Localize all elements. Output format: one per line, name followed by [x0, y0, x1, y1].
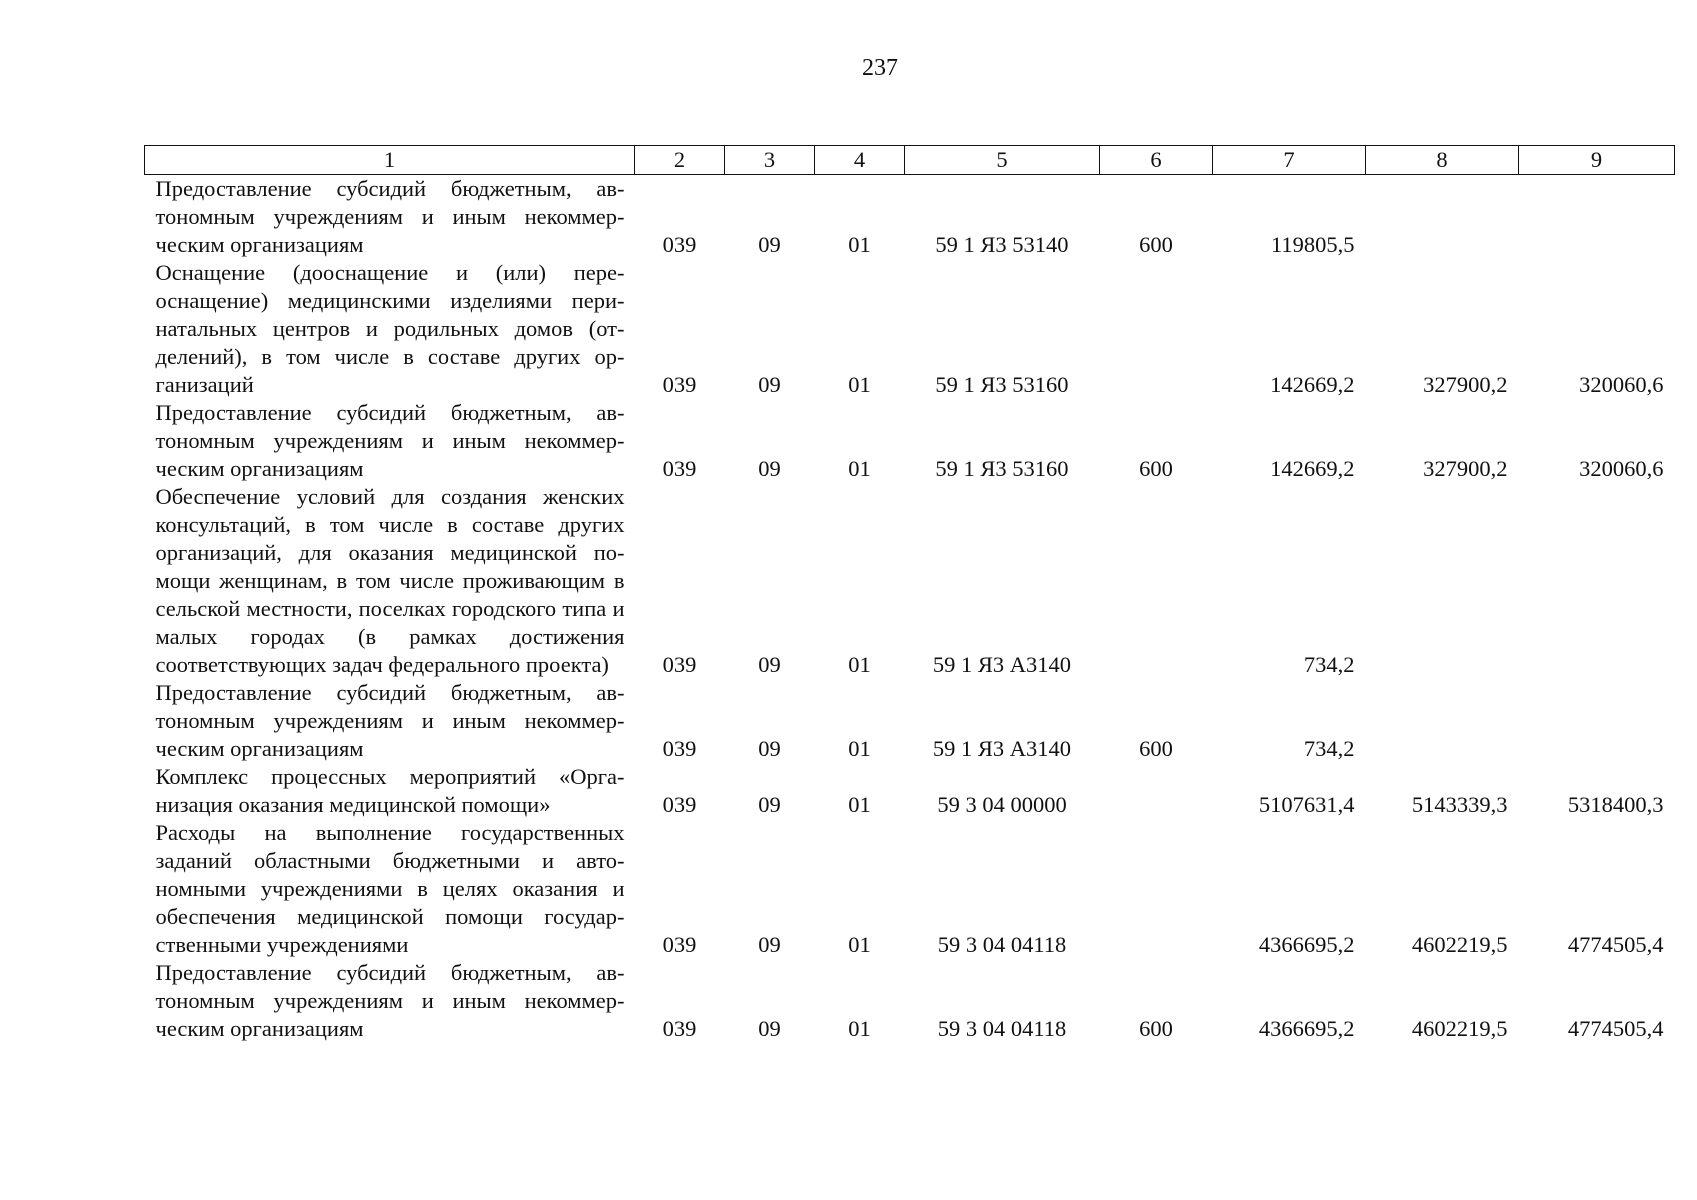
table-header — [145, 146, 1675, 175]
row-sum-2 — [1366, 483, 1519, 679]
row-subsection-code: 01 — [848, 792, 871, 817]
row-expense-type: 600 — [1139, 736, 1173, 761]
row-admin-code: 039 — [662, 372, 697, 397]
row-description: Предоставление субсидий бюджетным, автономным учреждениям и иным некоммерческим организациям — [155, 400, 625, 481]
row-description: Предоставление субсидий бюджетным, автономным учреждениям и иным некоммерческим организациям — [155, 176, 625, 257]
row-description: Предоставление субсидий бюджетным, автономным учреждениям и иным некоммерческим организациям — [155, 680, 625, 761]
row-admin-code: 039 — [662, 232, 697, 257]
row-sum-3: 4774505,4 — [1567, 932, 1664, 957]
header-col-2: 2 — [635, 146, 725, 175]
row-sum-1: 4366695,2 — [1258, 932, 1355, 957]
row-expense-type — [1100, 763, 1213, 819]
row-section-code: 09 — [758, 456, 781, 481]
table-row — [145, 763, 1675, 819]
row-target-code: 59 3 04 04118 — [937, 932, 1067, 957]
header-col-4: 4 — [815, 146, 905, 175]
row-sum-2: 5143339,3 — [1411, 792, 1508, 817]
row-sum-2 — [1366, 175, 1519, 260]
row-section-code: 09 — [758, 652, 781, 677]
row-admin-code: 039 — [662, 932, 697, 957]
row-sum-1: 142669,2 — [1270, 456, 1355, 481]
row-admin-code: 039 — [662, 792, 697, 817]
row-description: Предоставление субсидий бюджетным, автономным учреждениям и иным некоммерческим организациям — [155, 960, 625, 1041]
row-subsection-code: 01 — [848, 1016, 871, 1041]
table-row — [145, 483, 1675, 679]
table-row — [145, 819, 1675, 959]
row-sum-2: 327900,2 — [1423, 456, 1508, 481]
row-description: Оснащение (дооснащение и (или) переоснащение) медицинскими изделиями перинатальных центров и родильных домов (отделений), в том числе в составе других организаций — [155, 260, 625, 397]
row-sum-3 — [1519, 483, 1675, 679]
row-sum-3: 5318400,3 — [1567, 792, 1664, 817]
row-admin-code: 039 — [662, 652, 697, 677]
row-description: Комплекс процессных мероприятий «Организация оказания медицинской помощи» — [155, 764, 625, 817]
row-expense-type: 600 — [1139, 456, 1173, 481]
row-sum-2: 4602219,5 — [1411, 932, 1508, 957]
row-admin-code: 039 — [662, 456, 697, 481]
row-target-code: 59 1 Я3 53140 — [935, 232, 1069, 257]
table-row — [145, 959, 1675, 1043]
header-col-7: 7 — [1213, 146, 1366, 175]
row-sum-3 — [1519, 679, 1675, 763]
header-col-3: 3 — [725, 146, 815, 175]
row-expense-type — [1100, 819, 1213, 959]
table-row — [145, 679, 1675, 763]
row-target-code: 59 1 Я3 А3140 — [932, 652, 1072, 677]
row-subsection-code: 01 — [848, 456, 871, 481]
row-section-code: 09 — [758, 232, 781, 257]
row-sum-1: 119805,5 — [1270, 232, 1355, 257]
row-admin-code: 039 — [662, 1016, 697, 1041]
row-target-code: 59 3 04 04118 — [937, 1016, 1067, 1041]
row-section-code: 09 — [758, 792, 781, 817]
row-expense-type: 600 — [1139, 1016, 1173, 1041]
row-expense-type — [1100, 259, 1213, 399]
table-row — [145, 259, 1675, 399]
header-col-1: 1 — [145, 146, 635, 175]
row-target-code: 59 1 Я3 53160 — [935, 372, 1069, 397]
row-target-code: 59 1 Я3 53160 — [935, 456, 1069, 481]
header-col-5: 5 — [905, 146, 1100, 175]
header-col-9: 9 — [1519, 146, 1675, 175]
row-sum-3: 320060,6 — [1579, 456, 1664, 481]
row-sum-3: 4774505,4 — [1567, 1016, 1664, 1041]
row-sum-3: 320060,6 — [1579, 372, 1664, 397]
row-description: Расходы на выполнение государственных заданий областными бюджетными и автономными учреждениями в целях оказания и обеспечения медицинской помощи государственными учреждениями — [155, 820, 625, 957]
header-col-8: 8 — [1366, 146, 1519, 175]
row-subsection-code: 01 — [848, 932, 871, 957]
row-subsection-code: 01 — [848, 372, 871, 397]
row-sum-1: 734,2 — [1303, 652, 1355, 677]
row-section-code: 09 — [758, 932, 781, 957]
row-target-code: 59 1 Я3 А3140 — [932, 736, 1072, 761]
page-number: 237 — [862, 55, 898, 81]
row-section-code: 09 — [758, 1016, 781, 1041]
row-description: Обеспечение условий для создания женских консультаций, в том числе в составе других организаций, для оказания медицинской помощи женщинам, в том числе проживающим в сельской местности, поселках городского типа и малых городах (в рамках достижения соответствующих задач федерального проекта) — [155, 484, 625, 677]
row-sum-1: 142669,2 — [1270, 372, 1355, 397]
row-admin-code: 039 — [662, 736, 697, 761]
table-row — [145, 399, 1675, 483]
row-sum-3 — [1519, 175, 1675, 260]
row-sum-1: 5107631,4 — [1258, 792, 1355, 817]
budget-table — [144, 145, 1675, 1043]
row-expense-type: 600 — [1139, 232, 1173, 257]
row-subsection-code: 01 — [848, 232, 871, 257]
header-row — [145, 146, 1675, 175]
row-section-code: 09 — [758, 736, 781, 761]
table-row — [145, 175, 1675, 260]
row-sum-1: 4366695,2 — [1258, 1016, 1355, 1041]
row-section-code: 09 — [758, 372, 781, 397]
row-expense-type — [1100, 483, 1213, 679]
row-sum-2: 4602219,5 — [1411, 1016, 1508, 1041]
row-sum-2 — [1366, 679, 1519, 763]
table-body — [145, 175, 1675, 1044]
row-sum-1: 734,2 — [1303, 736, 1355, 761]
row-subsection-code: 01 — [848, 736, 871, 761]
row-sum-2: 327900,2 — [1423, 372, 1508, 397]
row-target-code: 59 3 04 00000 — [937, 792, 1067, 817]
row-subsection-code: 01 — [848, 652, 871, 677]
header-col-6: 6 — [1100, 146, 1213, 175]
